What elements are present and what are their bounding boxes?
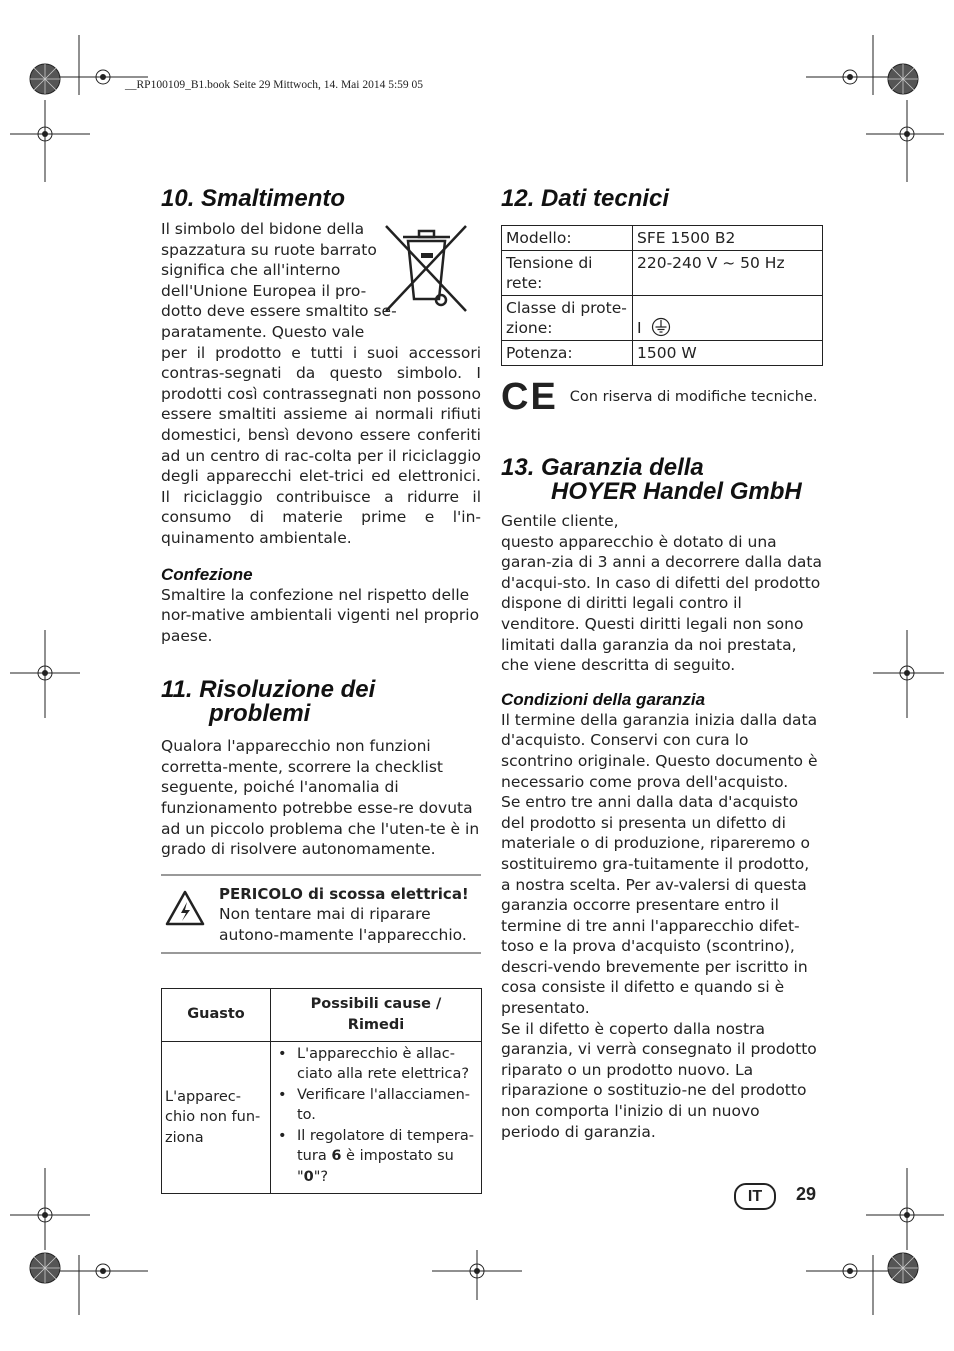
conditions-p2: Se entro tre anni dalla data d'acquisto del prodotto si presenta un difetto di materiale o di produzione, ripareremo o sostituiremo gra-tuitamente il prodotto, a nostra scelta. Per av-valersi di questa garanzia occorre presentare entro il termine di tre anni l'apparecchio difet-toso e la prova d'acquisto (scontrino), descri-vendo brevemente per iscritto in cosa consiste il difetto e quando si è presentato. xyxy=(501,793,810,1018)
troubleshoot-intro: Qualora l'apparecchio non funzioni corretta-mente, scorrere la checklist seguente, poiché l'anomalia di funzionamento potrebbe esse-re dovuta ad un piccolo problema che l'uten-te è in grado di risolvere autonomamente. xyxy=(161,737,480,859)
table-header-row xyxy=(162,988,482,1041)
section-12-title: 12. Dati tecnici xyxy=(501,185,670,212)
confezione-body: Smaltire la confezione nel rispetto delle nor-mative ambientali vigenti nel proprio paese. xyxy=(161,585,480,645)
tech-value: 220-240 V ~ 50 Hz xyxy=(633,251,823,296)
table-row xyxy=(162,1041,482,1194)
table-row xyxy=(502,341,823,366)
warning-body: Non tentare mai di riparare autono-mamente l'apparecchio. xyxy=(219,905,467,945)
tech-value: I xyxy=(633,296,823,341)
greeting: Gentile cliente, xyxy=(501,512,619,530)
tech-label: Modello: xyxy=(502,226,633,251)
wrap-line-1: Il simbolo del bidone della xyxy=(161,220,365,238)
tech-value: 1500 W xyxy=(633,341,823,366)
table-row xyxy=(502,251,823,296)
warranty-intro: questo apparecchio è dotato di una garan-zia di 3 anni a decorrere dalla data d'acqui-sto. In caso di difetti del prodotto dispone di diritti legali contro il venditore. Questi diritti legali non sono limitati dalla garanzia da noi prestata, che viene descritta di seguito. xyxy=(501,532,822,675)
wrap-line-2: spazzatura su ruote barrato xyxy=(161,240,377,259)
left-column xyxy=(161,187,481,1194)
language-badge: IT xyxy=(734,1183,776,1210)
warning-box xyxy=(161,874,481,954)
remedy-cell xyxy=(271,1041,482,1194)
section-13-title-line2: HOYER Handel GmbH xyxy=(551,478,802,505)
page-number: 29 xyxy=(796,1184,817,1204)
tech-label: Potenza: xyxy=(502,341,633,366)
section-13-title-line1: 13. Garanzia della xyxy=(501,454,704,481)
ce-mark-logo: CE xyxy=(501,376,558,418)
tech-label: Tensione di rete: xyxy=(502,251,633,296)
ce-row xyxy=(501,378,823,416)
wrap-line-4: dell'Unione Europea il pro- xyxy=(161,281,367,300)
tech-value: SFE 1500 B2 xyxy=(633,226,823,251)
remedy-list xyxy=(273,1044,477,1188)
tech-data-table xyxy=(501,225,823,366)
col-header-fault: Guasto xyxy=(162,988,271,1041)
col-header-remedy: Possibili cause / Rimedi xyxy=(271,988,482,1041)
list-item: • L'apparecchio è allac-ciato alla rete elettrica? xyxy=(273,1044,477,1085)
conditions-p1: Il termine della garanzia inizia dalla data d'acquisto. Conservi con cura lo scontrino originale. Questo documento è necessario come prova dell'acquisto. xyxy=(501,710,818,791)
section-11-title-line1: 11. Risoluzione dei xyxy=(161,676,376,704)
troubleshooting-table xyxy=(161,988,482,1195)
print-header: __RP100109_B1.book Seite 29 Mittwoch, 14. Mai 2014 5:59 05 xyxy=(125,79,424,91)
list-item: • Verificare l'allacciamen-to. xyxy=(273,1085,477,1126)
confezione-title: Confezione xyxy=(161,564,253,584)
wrap-line-6: paratamente. Questo vale xyxy=(161,322,365,341)
table-row xyxy=(502,296,823,341)
disposal-intro xyxy=(161,219,481,343)
conditions-p3: Se il difetto è coperto dalla nostra garanzia, vi verrà consegnato il prodotto riparato o un prodotto nuovo. La riparazione o sostituzio-ne del prodotto non comporta l'inizio di un nuovo periodo di garanzia. xyxy=(501,1019,817,1141)
wrap-line-5: dotto deve essere smaltito se- xyxy=(161,302,397,321)
section-10-title: 10. Smaltimento xyxy=(161,185,346,212)
list-item: • Il regolatore di tempera-tura 6 è impostato su "0"? xyxy=(273,1126,477,1188)
tech-label: Classe di prote-zione: xyxy=(502,296,633,341)
disposal-body: per il prodotto e tutti i suoi accessori contras-segnati da questo simbolo. I prodotti così contrassegnati non possono essere smaltiti assieme ai normali rifiuti domestici, bensì devono essere conferiti ad un centro di rac-colta per il riciclaggio degli apparecchi elet-trici ed elettronici. Il riciclaggio contribuisce a ridurre il consumo di materie prime e l'in-quinamento ambientale. xyxy=(161,343,481,547)
section-11-title-line2: problemi xyxy=(209,700,311,728)
earth-ground-icon xyxy=(651,317,671,337)
section-11-title xyxy=(161,678,481,726)
high-voltage-warning-icon xyxy=(165,890,205,926)
section-13-title xyxy=(501,456,823,504)
crossed-bin-icon xyxy=(381,221,471,316)
right-column xyxy=(501,187,823,1142)
ce-note: Con riserva di modifiche tecniche. xyxy=(569,388,818,405)
warning-title: PERICOLO di scossa elettrica! xyxy=(219,884,469,903)
wrap-line-3: significa che all'interno xyxy=(161,261,341,280)
fault-cell: L'apparec-chio non fun-ziona xyxy=(162,1041,271,1194)
conditions-title: Condizioni della garanzia xyxy=(501,689,706,709)
table-row xyxy=(502,226,823,251)
